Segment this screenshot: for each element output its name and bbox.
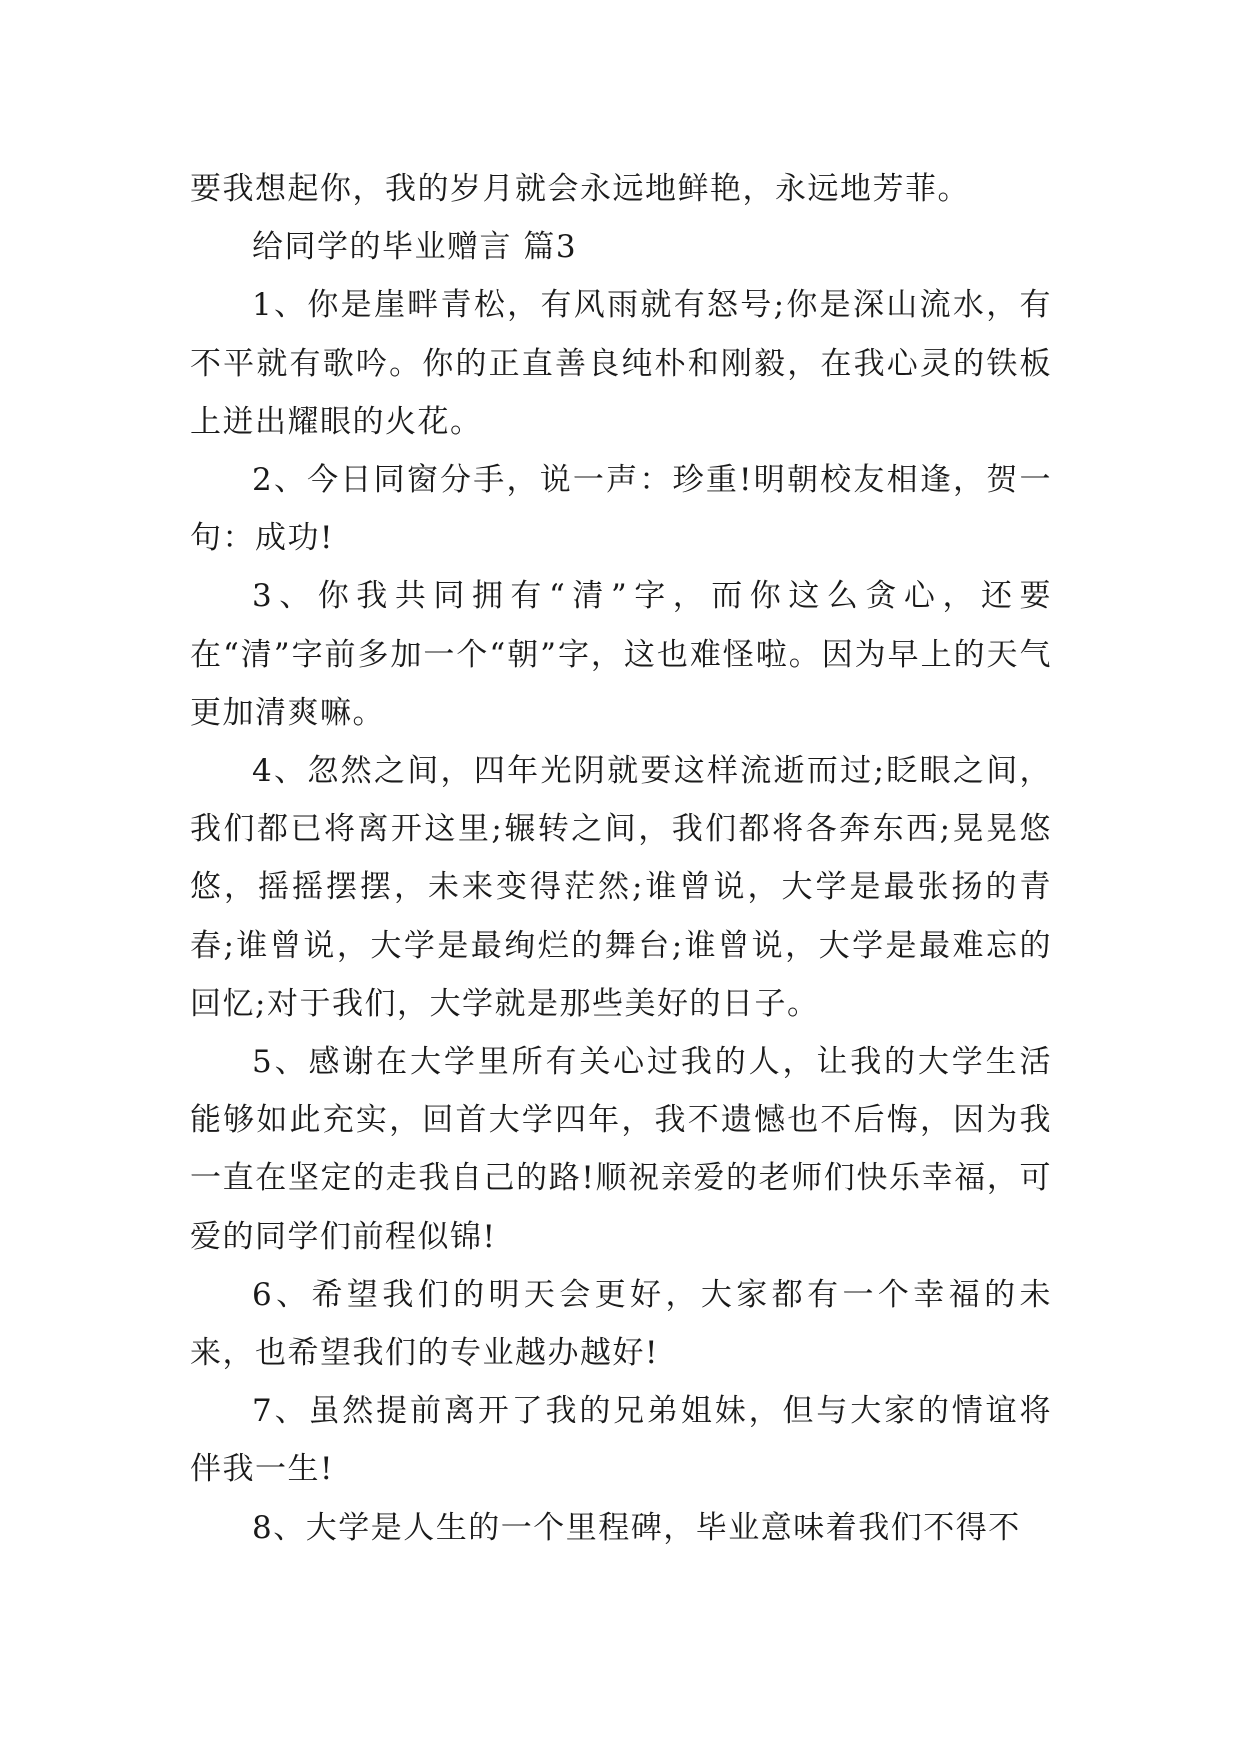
paragraph-item-6: 6、希望我们的明天会更好，大家都有一个幸福的未来，也希望我们的专业越办越好! (190, 1276, 1052, 1372)
paragraph-item-7: 7、虽然提前离开了我的兄弟姐妹，但与大家的情谊将伴我一生! (190, 1393, 1052, 1488)
paragraph-item-3: 3、你我共同拥有“清”字，而你这么贪心，还要在“清”字前多加一个“朝”字，这也难怪啦。因为早上的天气更加清爽嘛。 (190, 578, 1052, 731)
paragraph-item-8: 8、大学是人生的一个里程碑，毕业意味着我们不得不 (252, 1509, 1021, 1546)
section-heading: 给同学的毕业赠言 篇3 (252, 229, 578, 266)
paragraph-item-1: 1、你是崖畔青松，有风雨就有怒号;你是深山流水，有不平就有歌吟。你的正直善良纯朴和刚毅，在我心灵的铁板上迸出耀眼的火花。 (190, 287, 1052, 440)
document-body (190, 160, 1052, 1557)
paragraph-item-2: 2、今日同窗分手，说一声：珍重!明朝校友相逢，贺一句：成功! (190, 462, 1052, 557)
paragraph-item-5: 5、感谢在大学里所有关心过我的人，让我的大学生活能够如此充实，回首大学四年，我不遗憾也不后悔，因为我一直在坚定的走我自己的路!顺祝亲爱的老师们快乐幸福，可爱的同学们前程似锦! (190, 1044, 1052, 1255)
paragraph-item-4: 4、忽然之间，四年光阴就要这样流逝而过;眨眼之间，我们都已将离开这里;辗转之间，我们都将各奔东西;晃晃悠悠，摇摇摆摆，未来变得茫然;谁曾说，大学是最张扬的青春;谁曾说，大学是最绚烂的舞台;谁曾说，大学是最难忘的回忆;对于我们，大学就是那些美好的日子。 (190, 753, 1052, 1022)
paragraph-continuation: 要我想起你，我的岁月就会永远地鲜艳，永远地芳菲。 (190, 171, 970, 207)
